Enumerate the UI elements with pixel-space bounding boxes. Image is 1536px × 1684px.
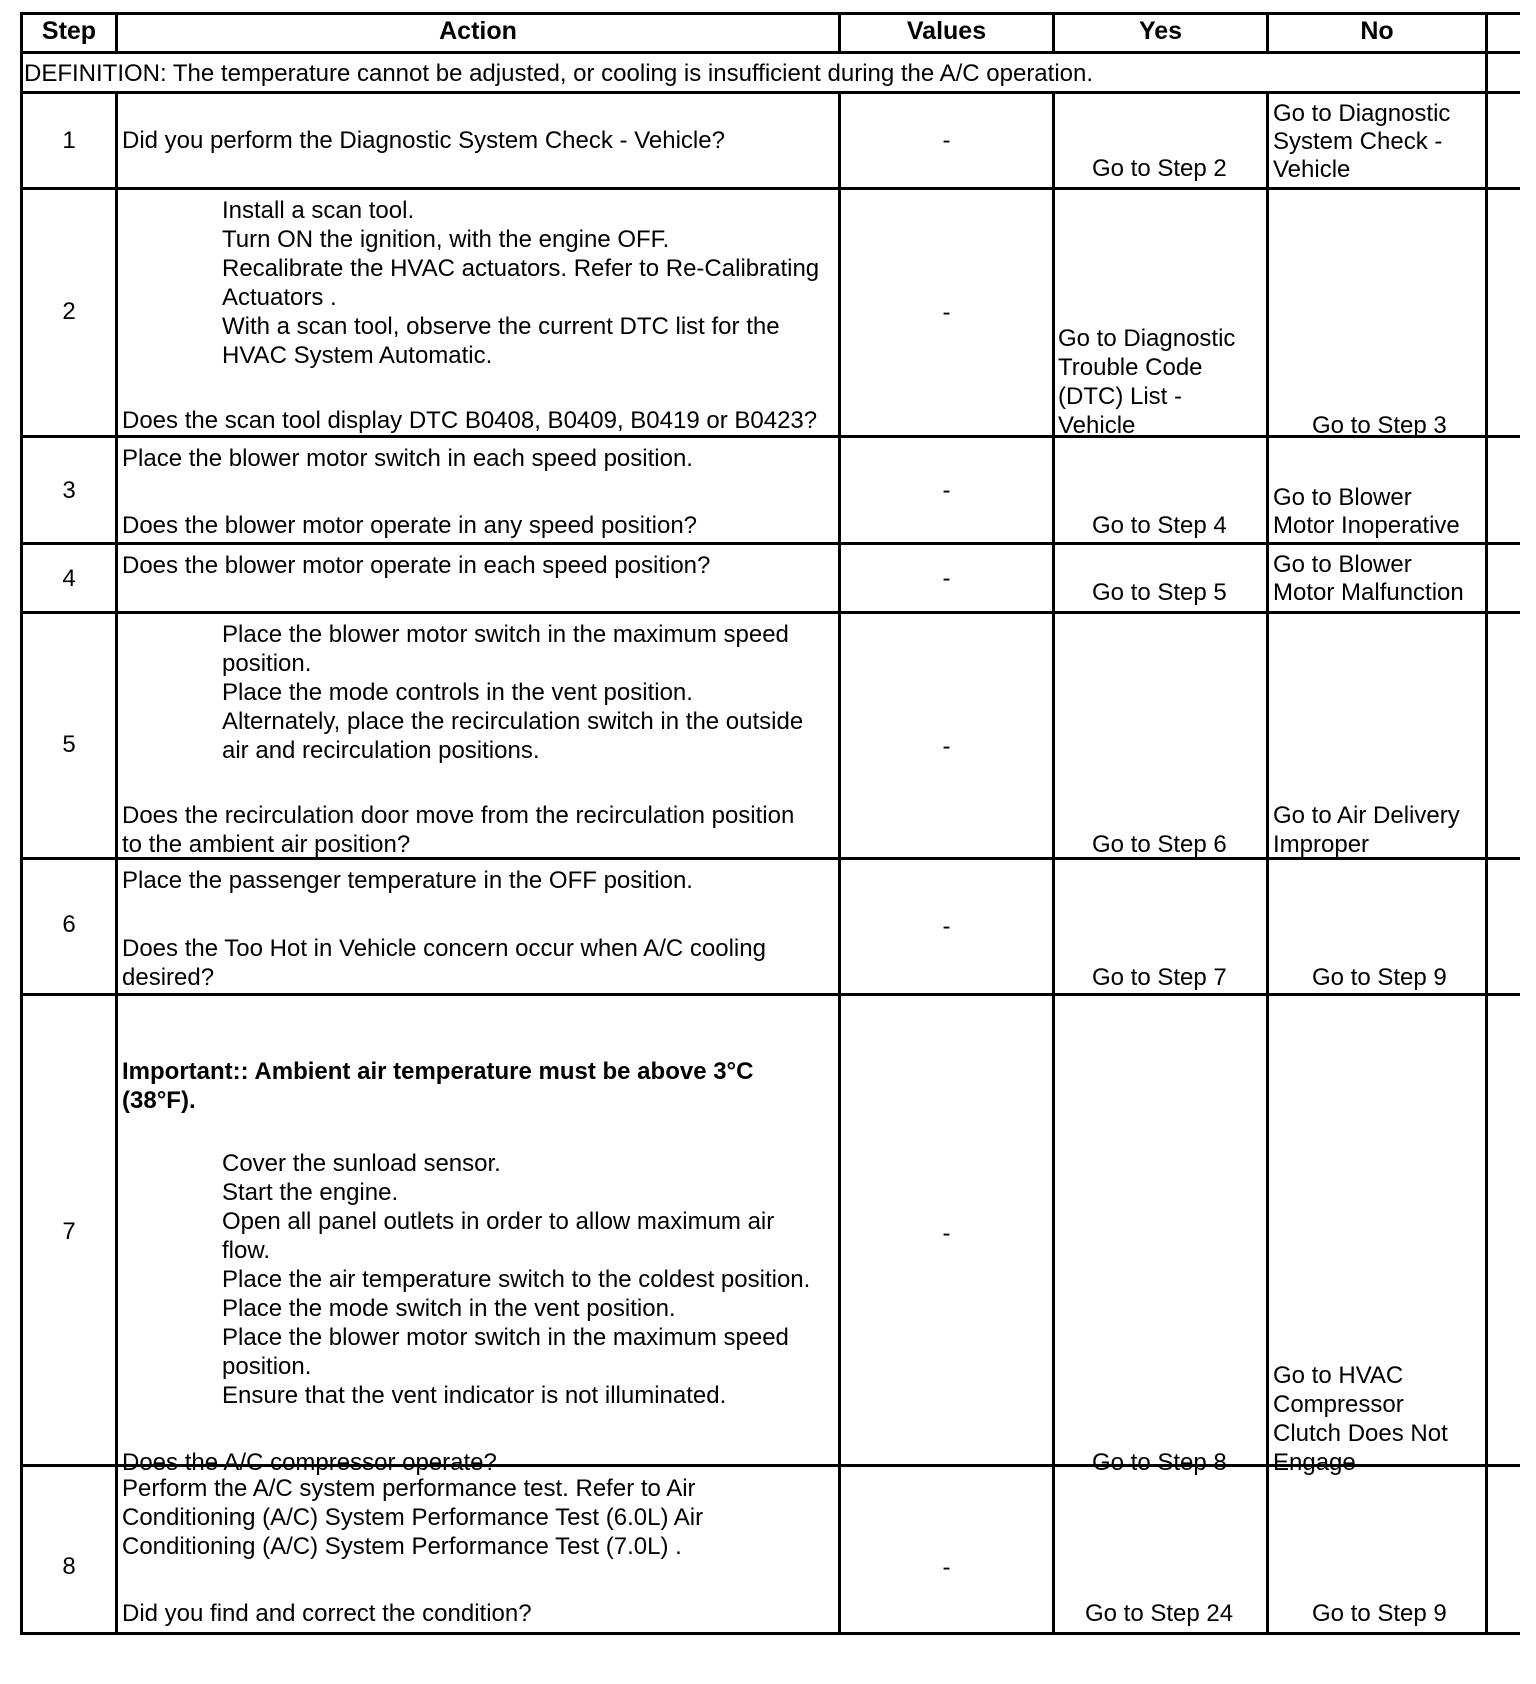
no-link-line[interactable]: Go to Blower bbox=[1273, 551, 1412, 578]
no-link-line[interactable]: Improper bbox=[1273, 831, 1370, 858]
action-question: Does the blower motor operate in each speed position? bbox=[122, 552, 711, 579]
no-link[interactable]: Go to Step 9 bbox=[1312, 1600, 1447, 1627]
step-number: 8 bbox=[62, 1553, 76, 1580]
action-question: Does the blower motor operate in any speed position? bbox=[122, 512, 698, 539]
action-bullet: Place the air temperature switch to the coldest position. bbox=[222, 1266, 811, 1293]
action-bullet: Turn ON the ignition, with the engine OFF. bbox=[222, 226, 670, 253]
yes-link[interactable]: Go to Step 6 bbox=[1092, 831, 1227, 858]
yes-link[interactable]: Go to Step 5 bbox=[1092, 579, 1227, 606]
no-link[interactable]: Go to Step 3 bbox=[1312, 412, 1447, 439]
value-cell: - bbox=[942, 1220, 951, 1247]
yes-link[interactable]: Go to Step 4 bbox=[1092, 512, 1227, 539]
action-bullet: position. bbox=[222, 1353, 312, 1380]
definition-text: DEFINITION: The temperature cannot be adjusted, or cooling is insufficient during the A/C operation. bbox=[24, 60, 1094, 87]
value-cell: - bbox=[942, 299, 951, 326]
step-number: 7 bbox=[62, 1218, 76, 1245]
yes-link-line[interactable]: Vehicle bbox=[1058, 412, 1136, 439]
action-bullet: air and recirculation positions. bbox=[222, 737, 540, 764]
step-number: 1 bbox=[62, 127, 76, 154]
action-intro: Place the passenger temperature in the OFF position. bbox=[122, 867, 693, 894]
yes-link[interactable]: Go to Step 2 bbox=[1092, 155, 1227, 182]
no-link-line[interactable]: Vehicle bbox=[1273, 156, 1351, 183]
no-link-line[interactable]: Go to Air Delivery bbox=[1273, 802, 1460, 829]
step-number: 6 bbox=[62, 911, 76, 938]
action-bullet: Cover the sunload sensor. bbox=[222, 1150, 501, 1177]
action-question: Does the scan tool display DTC B0408, B0409, B0419 or B0423? bbox=[122, 407, 818, 434]
no-link-line[interactable]: Compressor bbox=[1273, 1391, 1404, 1418]
yes-link-line[interactable]: Go to Diagnostic bbox=[1058, 325, 1236, 352]
header-values: Values bbox=[906, 17, 987, 45]
yes-link-line[interactable]: Trouble Code bbox=[1058, 354, 1203, 381]
yes-link[interactable]: Go to Step 24 bbox=[1085, 1600, 1234, 1627]
header-action: Action bbox=[439, 17, 517, 45]
value-cell: - bbox=[942, 1554, 951, 1581]
action-question: Does the recirculation door move from the recirculation position bbox=[122, 802, 795, 829]
action-bullet: Ensure that the vent indicator is not illuminated. bbox=[222, 1382, 727, 1409]
important-note: (38°F). bbox=[122, 1087, 196, 1114]
header-step: Step bbox=[41, 17, 97, 45]
step-number: 2 bbox=[62, 298, 76, 325]
step-number: 4 bbox=[62, 565, 76, 592]
no-link-line[interactable]: Clutch Does Not bbox=[1273, 1420, 1448, 1447]
no-link-line[interactable]: Engage bbox=[1273, 1449, 1356, 1476]
action-bullet: Actuators . bbox=[222, 284, 337, 311]
action-bullet: With a scan tool, observe the current DTC list for the bbox=[222, 313, 780, 340]
important-note: Important:: Ambient air temperature must be above 3°C bbox=[122, 1058, 754, 1085]
header-yes: Yes bbox=[1138, 17, 1183, 45]
action-bullet: Place the blower motor switch in the maximum speed bbox=[222, 621, 789, 648]
action-bullet: HVAC System Automatic. bbox=[222, 342, 493, 369]
value-cell: - bbox=[942, 733, 951, 760]
yes-link-line[interactable]: (DTC) List - bbox=[1058, 383, 1182, 410]
yes-link[interactable]: Go to Step 7 bbox=[1092, 964, 1227, 991]
action-intro: Conditioning (A/C) System Performance Test (6.0L) Air bbox=[122, 1504, 704, 1531]
action-bullet: Recalibrate the HVAC actuators. Refer to Re-Calibrating bbox=[222, 255, 820, 282]
action-bullet: Alternately, place the recirculation switch in the outside bbox=[222, 708, 804, 735]
diagnostic-table bbox=[20, 12, 1520, 1672]
no-link-line[interactable]: Go to HVAC bbox=[1273, 1362, 1404, 1389]
action-question: to the ambient air position? bbox=[122, 831, 411, 858]
no-link-line[interactable]: Go to Blower bbox=[1273, 484, 1412, 511]
action-intro: Place the blower motor switch in each speed position. bbox=[122, 445, 693, 472]
value-cell: - bbox=[942, 565, 951, 592]
action-intro: Conditioning (A/C) System Performance Test (7.0L) . bbox=[122, 1533, 682, 1560]
action-question: Does the A/C compressor operate? bbox=[122, 1449, 497, 1476]
action-question: Did you find and correct the condition? bbox=[122, 1600, 532, 1627]
step-number: 3 bbox=[62, 477, 76, 504]
action-bullet: position. bbox=[222, 650, 312, 677]
no-link-line[interactable]: Motor Inoperative bbox=[1273, 512, 1460, 539]
header-no: No bbox=[1360, 17, 1394, 45]
action-bullet: flow. bbox=[222, 1237, 271, 1264]
yes-link[interactable]: Go to Step 8 bbox=[1092, 1449, 1227, 1476]
value-cell: - bbox=[942, 127, 951, 154]
action-question: desired? bbox=[122, 964, 215, 991]
value-cell: - bbox=[942, 477, 951, 504]
value-cell: - bbox=[942, 913, 951, 940]
action-question: Did you perform the Diagnostic System Check - Vehicle? bbox=[122, 127, 725, 154]
no-link-line[interactable]: Go to Diagnostic bbox=[1273, 100, 1451, 127]
action-bullet: Open all panel outlets in order to allow maximum air bbox=[222, 1208, 775, 1235]
action-bullet: Place the blower motor switch in the maximum speed bbox=[222, 1324, 789, 1351]
action-bullet: Start the engine. bbox=[222, 1179, 399, 1206]
action-bullet: Place the mode switch in the vent position. bbox=[222, 1295, 676, 1322]
no-link[interactable]: Go to Step 9 bbox=[1312, 964, 1447, 991]
action-bullet: Install a scan tool. bbox=[222, 197, 415, 224]
action-question: Does the Too Hot in Vehicle concern occur when A/C cooling bbox=[122, 935, 766, 962]
no-link-line[interactable]: Motor Malfunction bbox=[1273, 579, 1464, 606]
action-bullet: Place the mode controls in the vent position. bbox=[222, 679, 693, 706]
step-number: 5 bbox=[62, 731, 76, 758]
no-link-line[interactable]: System Check - bbox=[1273, 128, 1443, 155]
action-intro: Perform the A/C system performance test. Refer to Air bbox=[122, 1475, 696, 1502]
